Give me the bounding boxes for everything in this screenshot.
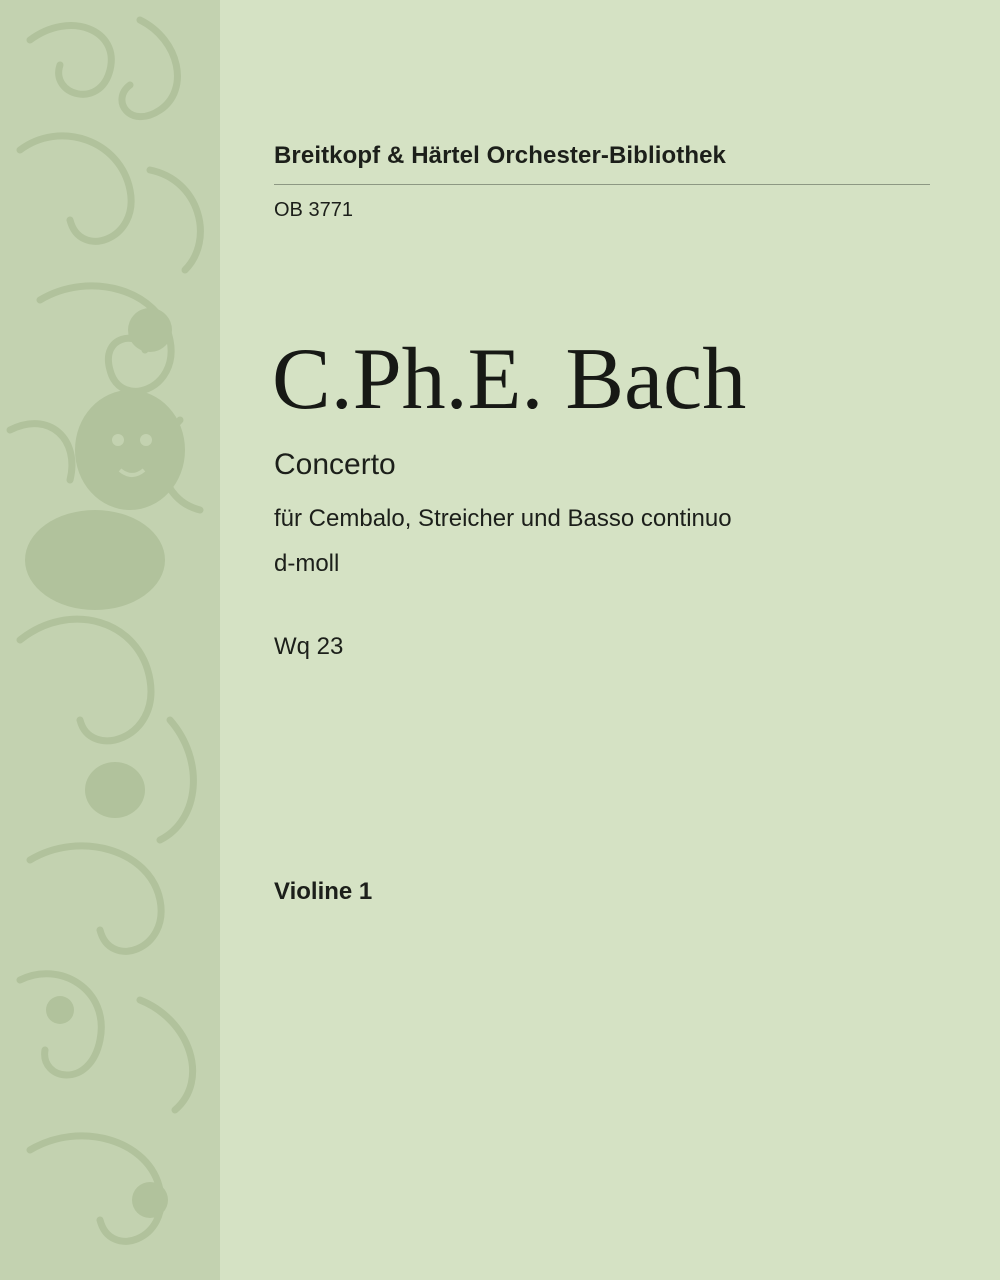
instrumentation: für Cembalo, Streicher und Basso continuo [274, 505, 732, 532]
divider [274, 184, 930, 185]
cover-content [274, 0, 934, 1280]
work-title: Concerto [274, 448, 396, 481]
work-number: Wq 23 [274, 633, 344, 660]
baroque-ornament-icon [0, 0, 220, 1280]
catalog-number: OB 3771 [274, 199, 353, 221]
key-signature: d-moll [274, 550, 340, 577]
composer-name: C.Ph.E. Bach [272, 331, 747, 428]
part-name: Violine 1 [274, 878, 373, 905]
publisher-series: Breitkopf & Härtel Orchester-Bibliothek [274, 142, 726, 169]
